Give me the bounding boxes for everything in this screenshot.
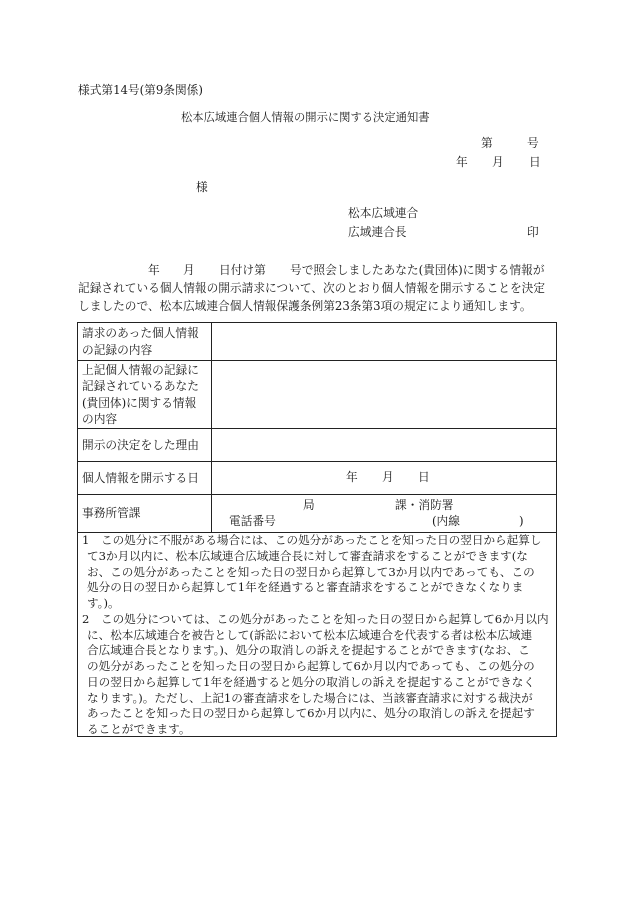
label-line: (貴団体)に関する情報 [82, 395, 197, 410]
label-line: の記録の内容 [82, 342, 153, 357]
row-label [78, 429, 212, 461]
note-line: あったことを知った日の翌日から起算して6か月以内に、処分の取消しの訴えを提起す [87, 706, 535, 721]
table-row-office [78, 495, 556, 533]
row-label [78, 462, 212, 494]
office-section: 課・消防署 [395, 498, 454, 512]
intro-line1-text: 号で照会しましたあなた(貴団体)に関する情報が [290, 263, 545, 277]
table-row-decision-reason [78, 429, 556, 462]
intro-month: 月 [183, 263, 195, 277]
row-value [212, 323, 556, 360]
disclosure-day: 日 [418, 470, 430, 484]
intro-year: 年 [148, 263, 160, 277]
intro-line2: 記録されている個人情報の開示請求について、次のとおり個人情報を開示することを決定 [78, 281, 546, 295]
disclosure-year: 年 [346, 470, 358, 484]
note-line: 2 この処分については、この処分があったことを知った日の翌日から起算して6か月以内 [82, 611, 549, 626]
extension-open: (内線 [432, 514, 460, 528]
row-label [78, 495, 212, 532]
phone-label: 電話番号 [229, 514, 276, 528]
note-line: なります。)。ただし、上記1の審査請求をした場合には、当該審査請求に対する裁決が [87, 690, 533, 705]
note-2 [78, 612, 556, 738]
table-row-requested-info [78, 323, 556, 361]
note-line: の処分があったことを知った日の翌日から起算して6か月以内であっても、この処分の [87, 659, 535, 673]
row-label [78, 323, 212, 360]
table-row-related-info [78, 361, 556, 429]
note-line: す。)。 [87, 596, 120, 610]
note-line: に、松本広域連合を被告として(訴訟において松本広域連合を代表する者は松本広域連 [87, 627, 533, 642]
note-line: 日の翌日から起算して1年を経過すると処分の取消しの訴えを提起することができなく [87, 674, 535, 689]
row-value [212, 361, 556, 428]
notes-section [78, 533, 556, 736]
disclosure-table [77, 322, 557, 737]
issuer-organization: 松本広域連合 [348, 206, 419, 220]
row-value [212, 462, 556, 494]
note-line: 1 この処分に不服がある場合には、この処分があったことを知った日の翌日から起算し [82, 533, 542, 547]
table-row-disclosure-date [78, 462, 556, 495]
date-day: 日 [529, 155, 541, 169]
disclosure-month: 月 [382, 470, 394, 484]
addressee-honorific: 様 [196, 180, 208, 194]
row-value [212, 495, 556, 532]
reference-number-prefix: 第 [481, 136, 493, 150]
note-line: お、この処分があったことを知った日の翌日から起算して3か月以内であっても、この [87, 564, 535, 579]
date-month: 月 [492, 155, 504, 169]
note-line: 合広域連合長となります。)、処分の取消しの訴えを提起することができます(なお、こ [87, 643, 530, 658]
row-label [78, 361, 212, 428]
label-line: 上記個人情報の記録に [82, 362, 199, 377]
office-bureau: 局 [303, 498, 315, 512]
label-line: の内容 [82, 412, 118, 426]
row-value [212, 429, 556, 461]
document-title: 松本広域連合個人情報の開示に関する決定通知書 [181, 111, 430, 124]
label-line: 事務所管課 [82, 506, 141, 521]
label-line: 請求のあった個人情報 [82, 326, 199, 340]
label-line: 記録されているあなた [82, 379, 199, 393]
label-line: 個人情報を開示する日 [82, 470, 199, 485]
extension-close: ) [519, 514, 524, 528]
intro-line3: しましたので、松本広域連合個人情報保護条例第23条第3項の規定により通知します。 [78, 299, 532, 313]
label-line: 開示の決定をした理由 [82, 437, 199, 452]
reference-number-suffix: 号 [527, 136, 539, 150]
form-number: 様式第14号(第9条関係) [78, 83, 203, 97]
note-1 [78, 533, 556, 612]
note-line: て3か月以内に、松本広域連合広域連合長に対して審査請求をすることができます(な [87, 548, 528, 563]
date-year: 年 [456, 155, 468, 169]
issuer-position: 広域連合長 [348, 225, 407, 239]
note-line: 処分の日の翌日から起算して1年を経過すると審査請求をすることができなくなりま [87, 580, 524, 595]
intro-day-ref: 日付け第 [219, 263, 266, 277]
note-line: ることができます。 [87, 722, 191, 736]
seal-mark: 印 [527, 225, 539, 239]
